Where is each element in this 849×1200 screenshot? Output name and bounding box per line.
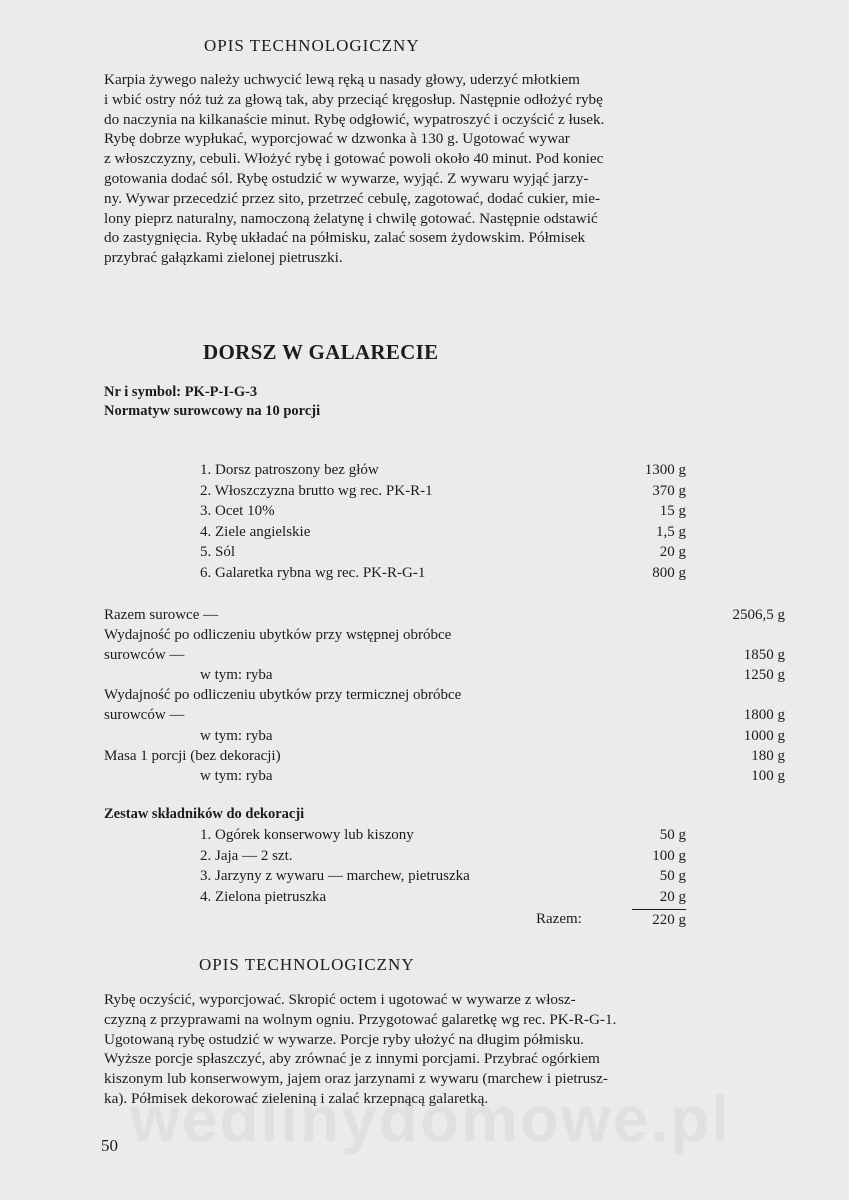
summary-amount: 2506,5 g: [732, 607, 785, 623]
ingredient-row: [200, 542, 686, 563]
paragraph-line: przybrać gałązkami zielonej pietruszki.: [104, 249, 343, 267]
decoration-list: [200, 825, 686, 907]
summary-row: [104, 625, 785, 645]
summary-amount: 1250 g: [743, 667, 785, 684]
decoration-amount: 20 g: [659, 888, 686, 905]
ingredient-label: 6. Galaretka rybna wg rec. PK-R-G-1: [200, 564, 426, 581]
ingredient-row: [200, 522, 686, 543]
section-heading-2: OPIS TECHNOLOGICZNY: [199, 955, 415, 974]
ingredient-label: 2. Włoszczyzna brutto wg rec. PK-R-1: [200, 482, 433, 499]
ingredient-amount: 20 g: [659, 544, 686, 560]
decoration-total: [536, 909, 686, 930]
paragraph-line: kiszonym lub konserwowym, jajem oraz jarzynami z wywaru (marchew i pietrusz-: [104, 1070, 608, 1088]
summary-row: [104, 685, 785, 705]
paragraph-line: gotowania dodać sól. Rybę ostudzić w wywarze, wyjąć. Z wywaru wyjąć jarzy-: [104, 169, 589, 187]
ingredient-amount: 370 g: [652, 482, 686, 499]
total-amount: 220 g: [632, 909, 686, 930]
decoration-row: [200, 846, 686, 867]
ingredient-label: 3. Ocet 10%: [200, 503, 275, 519]
paragraph-line: Rybę dobrze wypłukać, wyporcjować w dzwonka à 130 g. Ugotować wywar: [104, 130, 570, 148]
yield-summary: [104, 605, 785, 786]
ingredient-row: [200, 563, 686, 584]
decoration-label: 3. Jarzyny z wywaru — marchew, pietruszka: [200, 868, 470, 884]
recipe-title: DORSZ W GALARECIE: [203, 340, 439, 364]
paragraph-line: do naczynia na kilkanaście minut. Rybę odgłowić, wypatroszyć i oczyścić z łusek.: [104, 110, 605, 128]
decoration-label: 2. Jaja — 2 szt.: [200, 847, 293, 864]
paragraph-line: czyzną z przyprawami na wolnym ogniu. Przygotować galaretkę wg rec. PK-R-G-1.: [104, 1010, 617, 1028]
total-label: Razem:: [536, 911, 582, 927]
paragraph-line: ny. Wywar przecedzić przez sito, przetrzeć cebulę, zagotować, dodać cukier, mie-: [104, 189, 601, 207]
paragraph-line: do zastygnięcia. Rybę układać na półmisku, zalać sosem żydowskim. Półmisek: [104, 229, 586, 247]
summary-amount: 100 g: [751, 767, 785, 784]
recipe-normative: Normatyw surowcowy na 10 porcji: [104, 403, 321, 419]
decoration-row: [200, 825, 686, 846]
summary-row: [104, 746, 785, 766]
ingredient-amount: 1300 g: [644, 462, 686, 478]
summary-label: w tym: ryba: [200, 767, 273, 784]
decoration-label: 1. Ogórek konserwowy lub kiszony: [200, 827, 414, 843]
watermark: [130, 1082, 731, 1156]
decoration-amount: 100 g: [652, 847, 686, 864]
paragraph-line: z włoszczyzny, cebuli. Włożyć rybę i gotować powoli około 40 minut. Pod koniec: [104, 150, 604, 168]
summary-label: w tym: ryba: [200, 667, 273, 684]
summary-label: surowców —: [104, 707, 185, 724]
ingredient-list: [200, 460, 686, 583]
decoration-row: [200, 866, 686, 887]
decoration-amount: 50 g: [659, 868, 686, 884]
ingredient-label: 1. Dorsz patroszony bez głów: [200, 462, 379, 478]
paragraph-1: [104, 70, 785, 268]
section-heading-1: OPIS TECHNOLOGICZNY: [204, 36, 420, 55]
paragraph-line: Karpia żywego należy uchwycić lewą ręką u nasady głowy, uderzyć młotkiem: [104, 71, 580, 88]
summary-row: [104, 705, 785, 725]
ingredient-label: 4. Ziele angielskie: [200, 523, 311, 540]
summary-row: [104, 665, 785, 685]
paragraph-line: Rybę oczyścić, wyporcjować. Skropić octem i ugotować w wywarze z włosz-: [104, 991, 576, 1008]
ingredient-row: [200, 501, 686, 522]
summary-label: Masa 1 porcji (bez dekoracji): [104, 747, 281, 764]
paragraph-line: Wyższe porcje spłaszczyć, aby zrównać je z innymi porcjami. Przybrać ogórkiem: [104, 1050, 600, 1068]
decoration-label: 4. Zielona pietruszka: [200, 888, 327, 905]
summary-amount: 1850 g: [743, 647, 785, 664]
summary-row: [104, 605, 785, 625]
summary-row: [104, 645, 785, 665]
summary-amount: 1800 g: [743, 707, 785, 724]
summary-label: surowców —: [104, 647, 185, 664]
paragraph-line: i wbić ostry nóż tuż za głową tak, aby przeciąć kręgosłup. Następnie odłożyć rybę: [104, 90, 603, 108]
ingredient-amount: 15 g: [659, 503, 686, 519]
paragraph-line: Ugotowaną rybę ostudzić w wywarze. Porcje ryby ułożyć na długim półmisku.: [104, 1030, 584, 1048]
page-number: 50: [101, 1136, 118, 1155]
summary-label: Wydajność po odliczeniu ubytków przy termicznej obróbce: [104, 687, 462, 704]
decoration-amount: 50 g: [659, 827, 686, 843]
summary-label: Razem surowce —: [104, 607, 219, 623]
summary-row: [104, 766, 785, 786]
ingredient-label: 5. Sól: [200, 544, 236, 560]
recipe-symbol: Nr i symbol: PK-P-I-G-3: [104, 384, 258, 400]
summary-row: [104, 726, 785, 746]
ingredient-row: [200, 460, 686, 481]
summary-amount: 1000 g: [743, 727, 785, 744]
summary-label: w tym: ryba: [200, 727, 273, 744]
ingredient-amount: 1,5 g: [656, 523, 686, 540]
summary-amount: 180 g: [751, 747, 785, 764]
decoration-heading: Zestaw składników do dekoracji: [104, 806, 305, 822]
summary-label: Wydajność po odliczeniu ubytków przy wstępnej obróbce: [104, 627, 452, 644]
paragraph-line: lony pieprz naturalny, namoczoną żelatynę i chwilę gotować. Następnie odstawić: [104, 209, 598, 227]
decoration-row: [200, 887, 686, 908]
ingredient-amount: 800 g: [652, 564, 686, 581]
ingredient-row: [200, 481, 686, 502]
paragraph-line: ka). Półmisek dekorować zieleniną i zalać krzepnącą galaretką.: [104, 1089, 489, 1107]
